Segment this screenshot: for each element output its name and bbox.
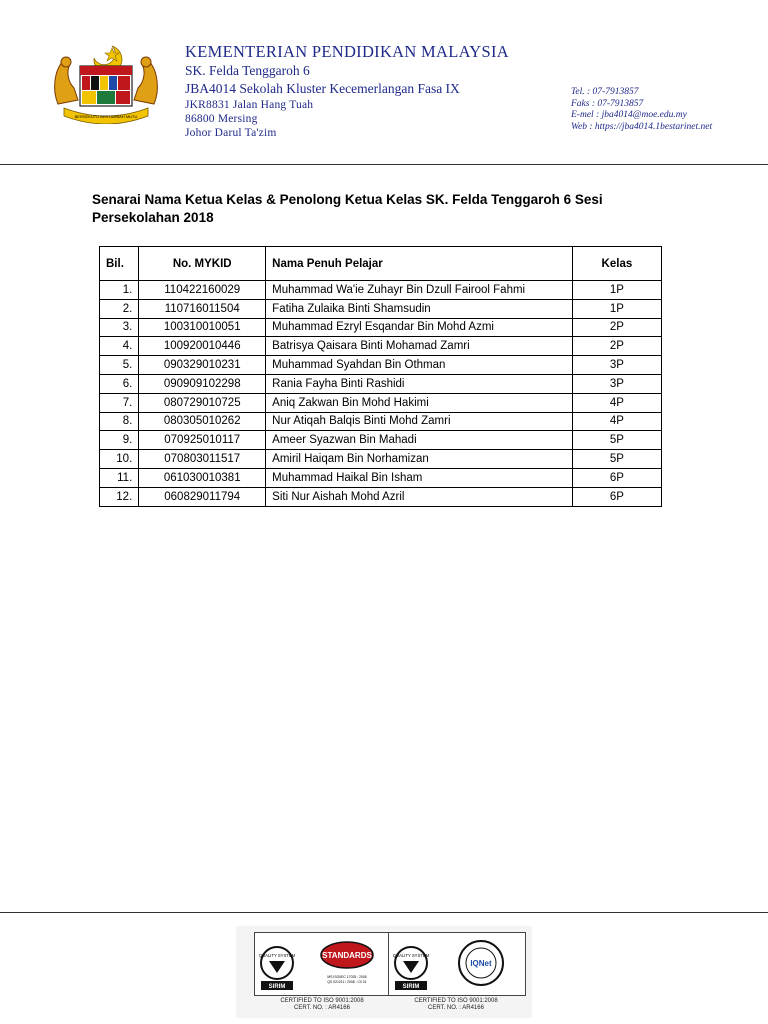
cell-nama: Muhammad Ezryl Esqandar Bin Mohd Azmi <box>266 318 573 337</box>
cell-bil: 2. <box>100 299 139 318</box>
cell-mykid: 070925010117 <box>139 431 266 450</box>
cell-kelas: 2P <box>572 337 661 356</box>
cell-kelas: 1P <box>572 281 661 300</box>
contact-email: E-mel : jba4014@moe.edu.my <box>571 110 687 120</box>
table-row <box>100 468 662 487</box>
cell-mykid: 060829011794 <box>139 487 266 506</box>
cell-nama: Siti Nur Aishah Mohd Azril <box>266 487 573 506</box>
cell-nama: Muhammad Haikal Bin Isham <box>266 468 573 487</box>
table-row <box>100 299 662 318</box>
header-kelas: Kelas <box>572 247 661 281</box>
table-row <box>100 412 662 431</box>
iqnet-quality-badge-icon <box>389 933 525 995</box>
contact-fax: Faks : 07-7913857 <box>571 98 644 109</box>
school-name: SK. Felda Tenggaroh 6 <box>185 63 310 78</box>
cert-caption <box>252 998 392 1012</box>
table-row <box>100 374 662 393</box>
cell-kelas: 2P <box>572 318 661 337</box>
cell-kelas: 6P <box>572 468 661 487</box>
sirim-iqnet-cert <box>388 932 526 996</box>
cell-kelas: 1P <box>572 299 661 318</box>
letterhead <box>185 42 565 140</box>
header-bil: Bil. <box>100 247 139 281</box>
cell-bil: 11. <box>100 468 139 487</box>
contact-web: Web : https://jba4014.1bestarinet.net <box>571 121 713 132</box>
badge-text: QUALITY SYSTEM <box>392 953 430 958</box>
iqnet-logo-text: IQNet <box>470 959 492 968</box>
malaysia-coat-of-arms-icon <box>50 42 162 124</box>
cell-nama: Ameer Syazwan Bin Mahadi <box>266 431 573 450</box>
cert-caption-line: CERT. NO. : AR4166 <box>428 1005 484 1011</box>
brand-text: SIRIM <box>268 984 286 990</box>
cell-nama: Batrisya Qaisara Binti Mohamad Zamri <box>266 337 573 356</box>
cell-bil: 12. <box>100 487 139 506</box>
school-code-line: JBA4014 Sekolah Kluster Kecemerlangan Fasa IX <box>185 81 460 96</box>
contact-phone: Tel. : 07-7913857 <box>571 87 639 97</box>
table-row <box>100 281 662 300</box>
cell-bil: 6. <box>100 374 139 393</box>
cell-mykid: 080305010262 <box>139 412 266 431</box>
footer-divider <box>0 912 768 913</box>
cert-caption <box>386 998 526 1012</box>
cell-bil: 1. <box>100 281 139 300</box>
cell-mykid: 110422160029 <box>139 281 266 300</box>
cert-caption-line: CERTIFIED TO ISO 9001:2008 <box>414 998 498 1004</box>
cell-nama: Nur Atiqah Balqis Binti Mohd Zamri <box>266 412 573 431</box>
cell-bil: 10. <box>100 450 139 469</box>
sirim-standards-cert <box>254 932 392 996</box>
cell-kelas: 5P <box>572 431 661 450</box>
header-nama: Nama Penuh Pelajar <box>266 247 573 281</box>
cell-nama: Muhammad Wa'ie Zuhayr Bin Dzull Fairool Fahmi <box>266 281 573 300</box>
table-row <box>100 356 662 375</box>
cell-nama: Fatiha Zulaika Binti Shamsudin <box>266 299 573 318</box>
cell-kelas: 5P <box>572 450 661 469</box>
header-divider <box>0 164 768 165</box>
class-leaders-table <box>99 246 662 507</box>
cell-bil: 5. <box>100 356 139 375</box>
cell-mykid: 110716011504 <box>139 299 266 318</box>
cell-bil: 3. <box>100 318 139 337</box>
cell-kelas: 4P <box>572 393 661 412</box>
cell-kelas: 3P <box>572 356 661 375</box>
table-row <box>100 318 662 337</box>
address-line-1: JKR8831 Jalan Hang Tuah <box>185 99 314 111</box>
address-line-2: 86800 Mersing <box>185 113 258 125</box>
cell-bil: 4. <box>100 337 139 356</box>
table-row <box>100 337 662 356</box>
fine-print: MS ISO/IEC 17025 : 2005 <box>327 975 367 979</box>
table-row <box>100 431 662 450</box>
cell-mykid: 090909102298 <box>139 374 266 393</box>
ministry-name: KEMENTERIAN PENDIDIKAN MALAYSIA <box>185 42 510 61</box>
certification-footer <box>236 926 532 1018</box>
address-line-3: Johor Darul Ta'zim <box>185 127 277 139</box>
cell-mykid: 090329010231 <box>139 356 266 375</box>
cell-nama: Aniq Zakwan Bin Mohd Hakimi <box>266 393 573 412</box>
table-row <box>100 393 662 412</box>
cell-kelas: 3P <box>572 374 661 393</box>
cell-mykid: 100310010051 <box>139 318 266 337</box>
cell-nama: Rania Fayha Binti Rashidi <box>266 374 573 393</box>
cell-kelas: 4P <box>572 412 661 431</box>
header-mykid: No. MYKID <box>139 247 266 281</box>
badge-text: QUALITY SYSTEM <box>258 953 296 958</box>
cell-mykid: 080729010725 <box>139 393 266 412</box>
document-title: Senarai Nama Ketua Kelas & Penolong Ketua Kelas SK. Felda Tenggaroh 6 Sesi Persekolahan 2018 <box>92 192 603 225</box>
cell-nama: Muhammad Syahdan Bin Othman <box>266 356 573 375</box>
cert-caption-line: CERTIFIED TO ISO 9001:2008 <box>280 998 364 1004</box>
table-row <box>100 450 662 469</box>
fine-print: QS 021211 / 2008 : C0 01 <box>327 980 367 984</box>
cell-bil: 8. <box>100 412 139 431</box>
cell-bil: 9. <box>100 431 139 450</box>
standards-logo-text: STANDARDS <box>322 951 372 960</box>
sirim-quality-badge-icon <box>255 933 391 995</box>
cert-caption-line: CERT. NO. : AR4166 <box>294 1005 350 1011</box>
cell-mykid: 100920010446 <box>139 337 266 356</box>
cell-mykid: 061030010381 <box>139 468 266 487</box>
cell-mykid: 070803011517 <box>139 450 266 469</box>
cell-nama: Amiril Haiqam Bin Norhamizan <box>266 450 573 469</box>
cell-bil: 7. <box>100 393 139 412</box>
table-row <box>100 487 662 506</box>
cell-kelas: 6P <box>572 487 661 506</box>
table-header-row <box>100 247 662 281</box>
brand-text: SIRIM <box>402 984 420 990</box>
contact-block <box>571 87 761 133</box>
crest-motto: BERSEKUTU BERTAMBAH MUTU <box>74 114 138 119</box>
